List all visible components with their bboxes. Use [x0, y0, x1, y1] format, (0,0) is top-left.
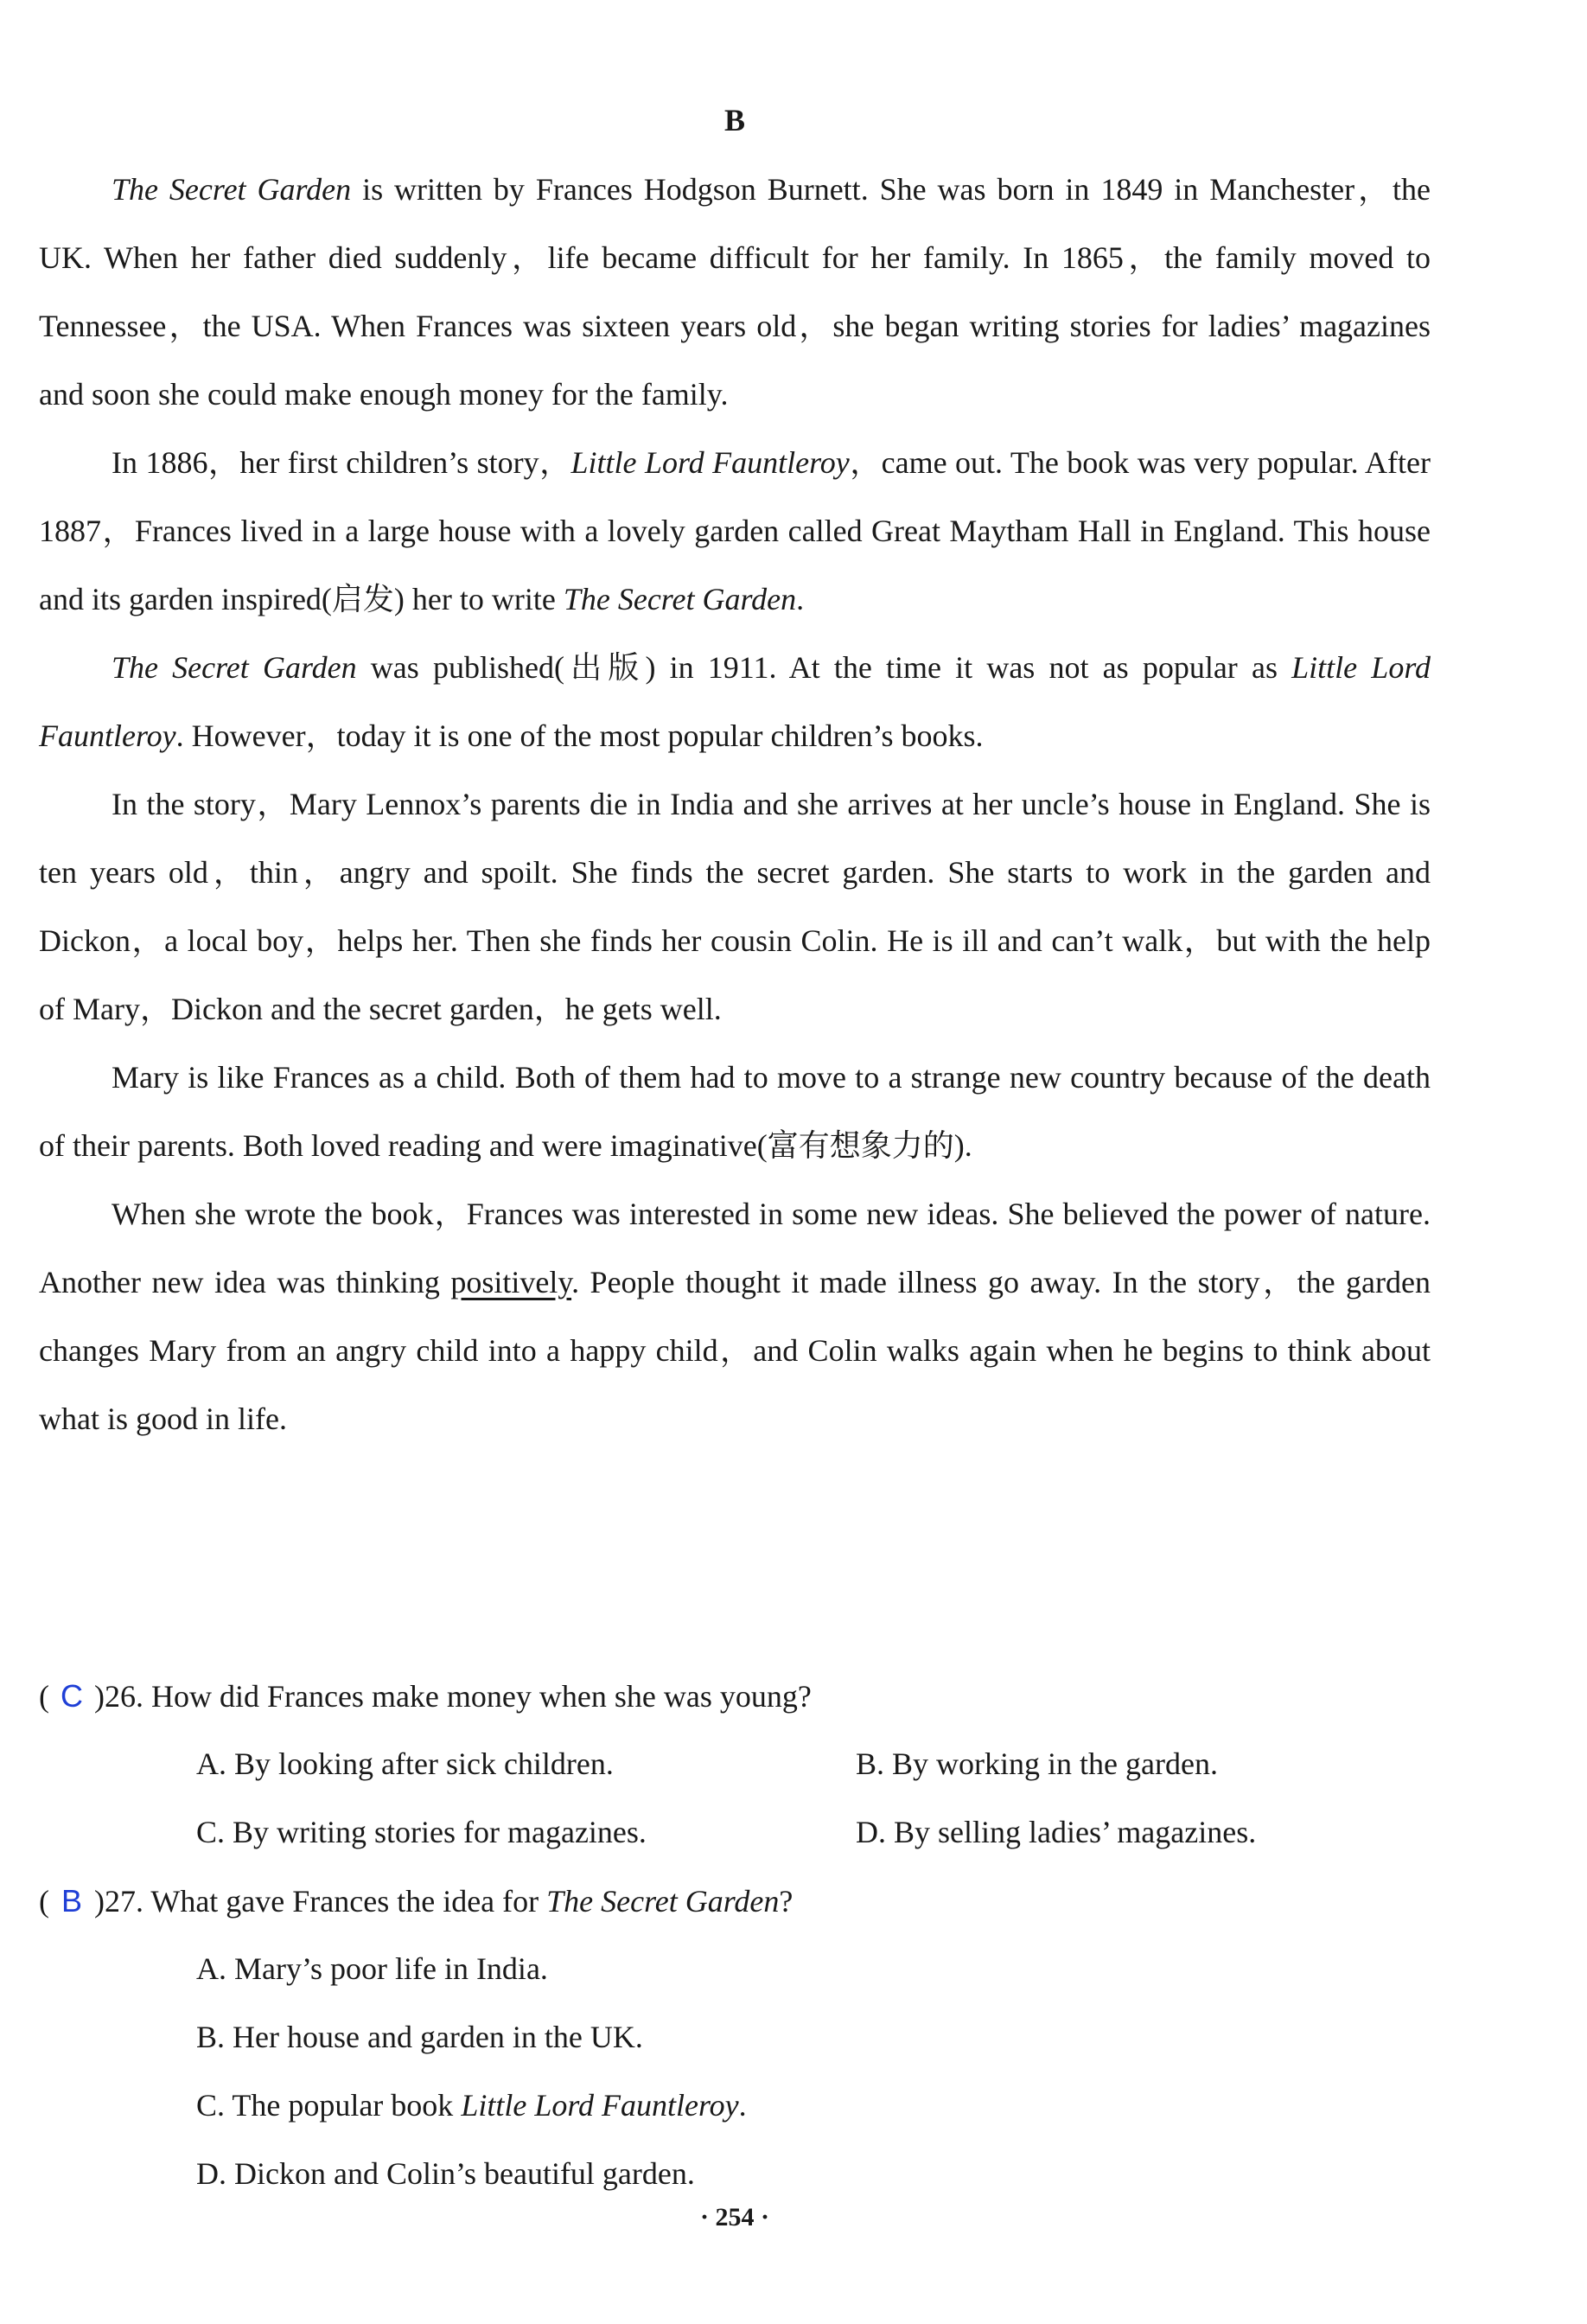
paragraph-2: [39, 429, 1431, 634]
option-a: A. By looking after sick children.: [196, 1746, 614, 1781]
book-title: Little Lord Fauntleroy: [39, 650, 1431, 753]
open-paren: (: [39, 1884, 49, 1919]
question-stem: )26. How did Frances make money when she was young?: [94, 1679, 812, 1714]
options-row: [39, 2003, 1431, 2072]
paragraph-text: In 1886，her first children’s story，: [112, 445, 571, 480]
options-row: [39, 1935, 1431, 2003]
reading-passage: [39, 156, 1431, 1453]
options-row: [39, 2072, 1431, 2140]
option-text: .: [738, 2088, 747, 2123]
paragraph-text: ，came out. The book was very popular. After 1887，Frances lived in a large house with a lovely garden called Great Maytham Hall in England. This house and its garden inspired(启发) her to write: [39, 445, 1431, 616]
question-27: [39, 1867, 1431, 1935]
book-title: Little Lord Fauntleroy: [461, 2088, 739, 2123]
book-title: The Secret Garden: [112, 650, 357, 685]
paragraph-text: . However，today it is one of the most popular children’s books.: [175, 718, 984, 753]
answer-mark: B: [61, 1883, 82, 1919]
paragraph-6: [39, 1180, 1431, 1453]
option-d: D. Dickon and Colin’s beautiful garden.: [196, 2156, 695, 2191]
page-number: · 254 ·: [699, 2203, 769, 2231]
option-c: [196, 2072, 747, 2140]
options-row: [39, 2140, 1431, 2208]
open-paren: (: [39, 1679, 49, 1714]
option-text: C. The popular book: [196, 2088, 462, 2123]
book-title: The Secret Garden: [112, 172, 352, 207]
options-row: [39, 1730, 1431, 1798]
book-title: Little Lord Fauntleroy: [570, 445, 850, 480]
section-title: B: [723, 103, 745, 137]
option-b: B. Her house and garden in the UK.: [196, 2020, 643, 2054]
underlined-word: positively: [450, 1265, 572, 1299]
question-list: [39, 1662, 1431, 2208]
book-title: The Secret Garden: [546, 1884, 780, 1919]
paragraph-text: . People thought it made illness go away. In the story，the garden changes Mary from an angry child into a happy child，and Colin walks again when he begins to think about what is good in life.: [39, 1265, 1431, 1436]
option-c: C. By writing stories for magazines.: [196, 1815, 647, 1849]
question-26: [39, 1662, 1431, 1730]
question-stem: ?: [779, 1884, 794, 1919]
paragraph-text: is written by Frances Hodgson Burnett. She was born in 1849 in Manchester，the UK. When her father died suddenly，life became difficult for her family. In 1865，the family moved to Tennessee，the USA. When Frances was sixteen years old，she began writing stories for ladies’ magazines and soon she could make enough money for the family.: [39, 172, 1431, 412]
answer-mark: C: [61, 1678, 83, 1714]
paragraph-text: .: [796, 582, 805, 616]
paragraph-4: In the story，Mary Lennox’s parents die in India and she arrives at her uncle’s house in England. She is ten years old，thin，angry and spoilt. She finds the secret garden. She starts to work in the garden and Dickon，a local boy，helps her. Then she finds her cousin Colin. He is ill and can’t walk，but with the help of Mary，Dickon and the secret garden，he gets well.: [39, 787, 1431, 1026]
paragraph-text: When she wrote the book，Frances was interested in some new ideas. She believed the power of nature. Another new idea was thinking: [39, 1197, 1431, 1299]
question-stem: )27. What gave Frances the idea for: [94, 1884, 547, 1919]
paragraph-1: [39, 156, 1431, 429]
option-b: B. By working in the garden.: [856, 1746, 1218, 1781]
paragraph-text: was published(出版) in 1911. At the time it was not as popular as: [356, 650, 1292, 685]
paragraph-3: [39, 634, 1431, 770]
book-title: The Secret Garden: [563, 582, 797, 616]
paragraph-5: Mary is like Frances as a child. Both of them had to move to a strange new country because of the death of their parents. Both loved reading and were imaginative(富有想象力的).: [39, 1060, 1431, 1163]
option-a: A. Mary’s poor life in India.: [196, 1951, 548, 1986]
option-d: D. By selling ladies’ magazines.: [856, 1815, 1257, 1849]
options-row: [39, 1798, 1431, 1867]
